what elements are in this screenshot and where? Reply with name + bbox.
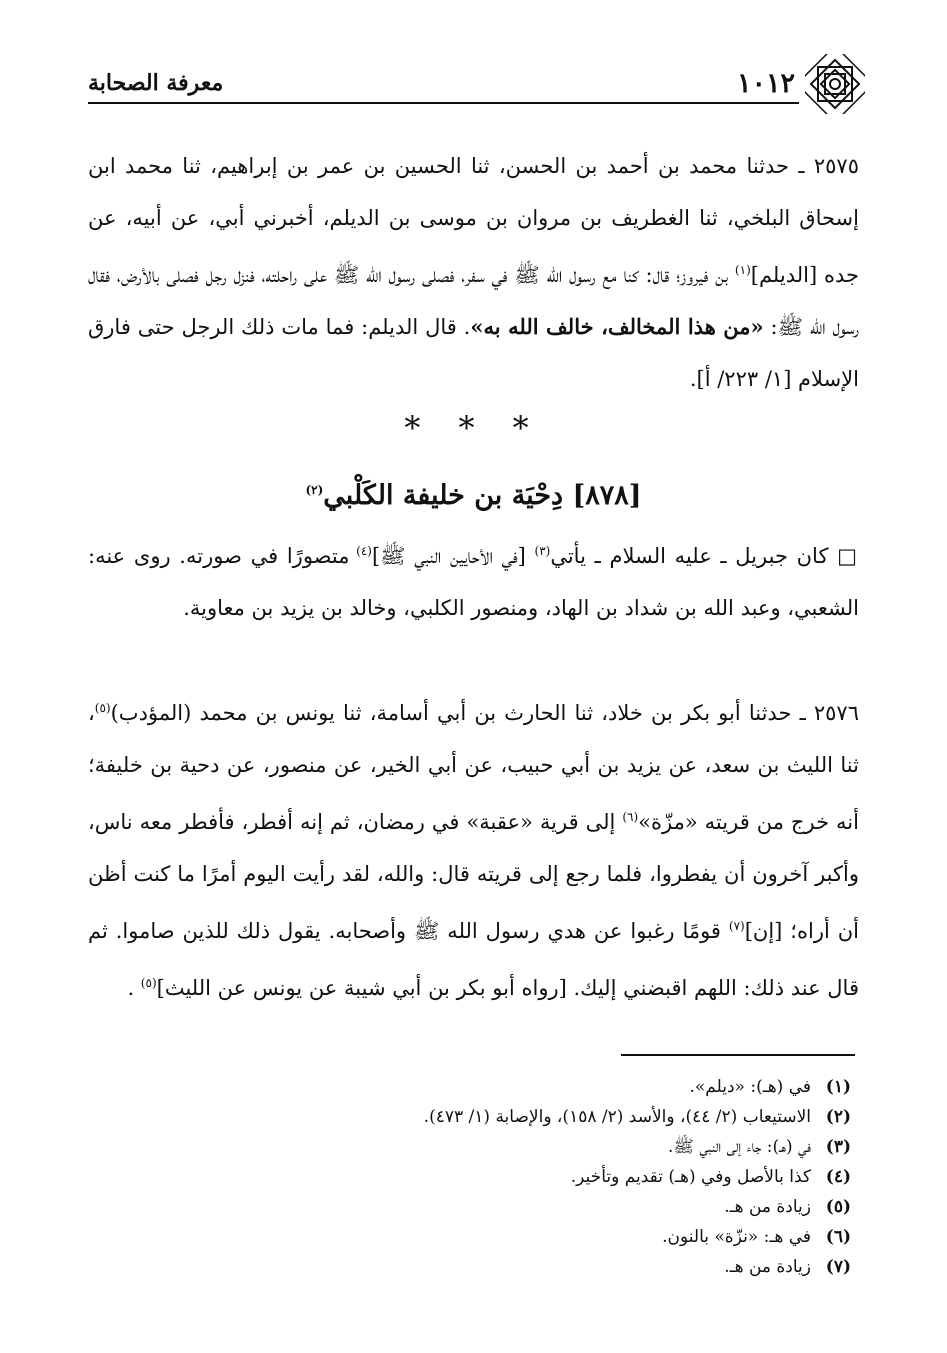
footnote <box>96 1162 851 1192</box>
hadith-2576 <box>88 682 859 1014</box>
hadith-2575 <box>88 140 859 405</box>
footnote-ref: (١) <box>734 263 751 277</box>
footnote-number: (٥) <box>825 1197 851 1217</box>
footnote <box>96 1252 851 1282</box>
footnote-ref: (٤) <box>356 544 372 558</box>
footnote-text: زيادة من هـ. <box>724 1197 811 1217</box>
footnote-number: (٣) <box>825 1137 851 1157</box>
running-title: معرفة الصحابة <box>88 70 224 96</box>
hadith-text: إلى قرية «عقبة» في رمضان، ثم إنه أفطر، فأفطر معه ناس، وأكبر آخرون أن يفطروا، فلما رجع إلى قريته قال: والله، لقد رأيت اليوم أمرًا ما كنت أظن أن أراه؛ [إن] <box>88 810 859 943</box>
footnote-number: (٤) <box>825 1167 851 1187</box>
page-header <box>88 62 859 106</box>
footnote <box>96 1192 851 1222</box>
entry-intro <box>88 525 859 634</box>
section-separator: * * * <box>404 409 543 447</box>
hadith-text: ٢٥٧٦ ـ حدثنا أبو بكر بن خلاد، ثنا الحارث بن أبي أسامة، ثنا يونس بن محمد (المؤدب) <box>110 701 859 725</box>
footnote-number: (٦) <box>825 1227 851 1247</box>
hadith-text: . قال الديلم: فما مات ذلك الرجل حتى فارق الإسلام [١/ ٢٢٣/ أ]. <box>88 315 859 391</box>
footnote-ref: (٢) <box>305 483 324 497</box>
footnotes <box>96 1072 851 1282</box>
footnote-ref: (٥) <box>140 976 157 990</box>
intro-text: متصورًا في صورته. روى عنه: الشعبي، وعبد الله بن شداد بن الهاد، ومنصور الكلبي، وخالد بن يزيد بن معاوية. <box>88 544 859 620</box>
intro-text: [في الأحايين النبي ﷺ] <box>371 544 535 568</box>
footnote-rule <box>621 1054 855 1056</box>
hadith-text: بن فيروز؛ قال: كنا مع رسول الله ﷺ في سفر، فصلى رسول الله ﷺ على راحلته، فنزل رجل فصلى بالأرض، فقال رسول الله ﷺ: <box>88 263 860 339</box>
entry-heading <box>0 465 947 521</box>
page-number: ١٠١٢ <box>736 68 795 99</box>
footnote-text: في (هـ): «ديلم». <box>689 1077 811 1097</box>
footnote <box>96 1132 851 1162</box>
entry-title: [٨٧٨] دِحْيَة بن خليفة الكَلْبي <box>323 480 642 511</box>
footnote-text: في (هـ): جاء إلى النبي ﷺ. <box>667 1137 811 1157</box>
hadith-text: ، ثنا الليث بن سعد، عن يزيد بن أبي حبيب، عن أبي الخير، عن منصور، عن دحية بن خليفة؛ أنه خرج من قريته «مزّة» <box>88 701 859 834</box>
footnote-ref: (٧) <box>728 919 745 933</box>
footnote-number: (٧) <box>825 1257 851 1277</box>
footnote-ref: (٦) <box>622 810 639 824</box>
hadith-text: قومًا رغبوا عن هدي رسول الله ﷺ وأصحابه. يقول ذلك للذين صاموا. ثم قال عند ذلك: اللهم اقبضني إليك. [رواه أبو بكر بن أبي شيبة عن يونس عن الليث] <box>88 919 859 1000</box>
footnote-text: زيادة من هـ. <box>724 1257 811 1277</box>
header-rule <box>88 102 799 104</box>
intro-text: □ كان جبريل ـ عليه السلام ـ يأتي <box>550 544 859 568</box>
footnote-text: في هـ: «نزّة» بالنون. <box>662 1227 811 1247</box>
footnote-number: (١) <box>825 1077 851 1097</box>
hadith-text: ٢٥٧٥ ـ حدثنا محمد بن أحمد بن الحسن، ثنا الحسين بن عمر بن إبراهيم، ثنا محمد ابن إسحاق البلخي، ثنا الغطريف بن مروان بن موسى بن الديلم، أخبرني أبي، عن أبيه، عن جده [الديلم] <box>88 154 859 287</box>
footnote <box>96 1072 851 1102</box>
hadith-text: . <box>127 976 141 1000</box>
octagram-ornament-icon <box>805 54 865 114</box>
footnote-ref: (٥) <box>94 701 111 715</box>
footnote-number: (٢) <box>825 1107 851 1127</box>
footnote <box>96 1222 851 1252</box>
footnote-text: كذا بالأصل وفي (هـ) تقديم وتأخير. <box>570 1167 811 1187</box>
hadith-quote: «من هذا المخالف، خالف الله به» <box>470 314 764 339</box>
footnote-text: الاستيعاب (٢/ ٤٤)، والأسد (٢/ ١٥٨)، والإصابة (١/ ٤٧٣). <box>423 1107 811 1127</box>
footnote-ref: (٣) <box>534 544 551 558</box>
footnote <box>96 1102 851 1132</box>
